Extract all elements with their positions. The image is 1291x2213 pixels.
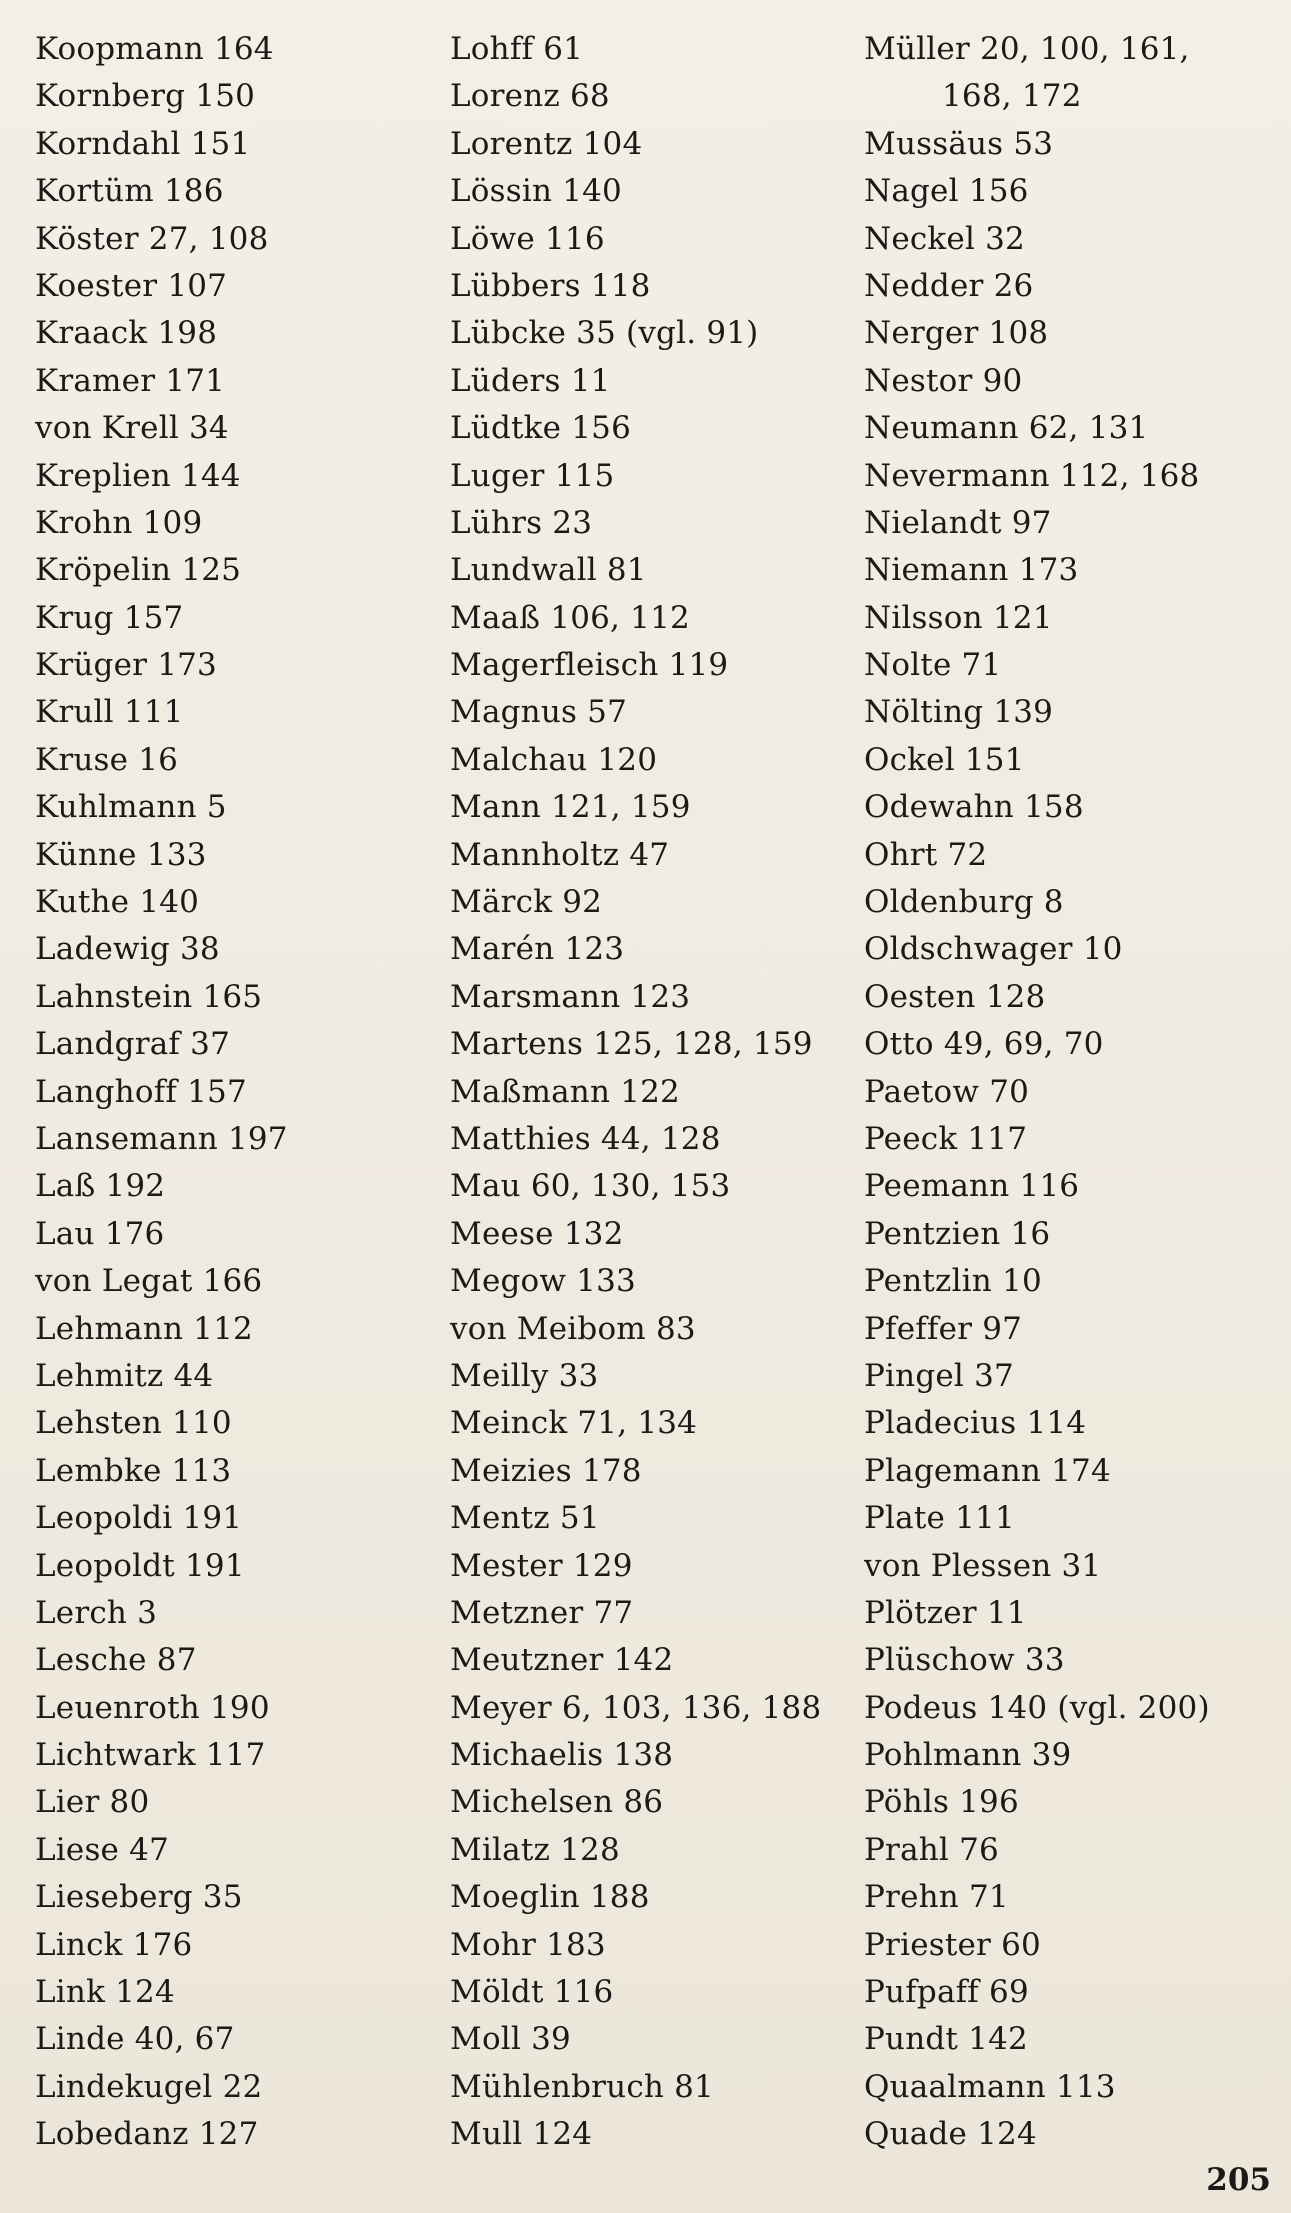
- index-entry: Krüger 173: [35, 647, 217, 684]
- index-entry: Märck 92: [450, 884, 603, 921]
- index-entry: Meizies 178: [450, 1452, 642, 1489]
- index-entry: Kreplien 144: [35, 457, 241, 494]
- index-entry: Landgraf 37: [35, 1026, 230, 1063]
- index-entry: Moll 39: [450, 2021, 571, 2058]
- index-entry: von Krell 34: [35, 410, 229, 447]
- index-entry: Leopoldi 191: [35, 1500, 243, 1537]
- index-entry: Mussäus 53: [864, 125, 1054, 162]
- index-entry: Meese 132: [450, 1215, 624, 1252]
- index-entry: von Meibom 83: [450, 1310, 696, 1347]
- index-entry: Mau 60, 130, 153: [450, 1168, 731, 1205]
- index-entry: Magnus 57: [450, 694, 628, 731]
- index-entry: Köster 27, 108: [35, 220, 269, 257]
- index-entry: Nielandt 97: [864, 504, 1052, 541]
- index-entry: Lansemann 197: [35, 1120, 288, 1157]
- index-entry: Pentzlin 10: [864, 1263, 1042, 1300]
- index-entry: Lührs 23: [450, 504, 593, 541]
- index-entry: Mull 124: [450, 2116, 593, 2153]
- index-entry: Linde 40, 67: [35, 2021, 235, 2058]
- index-entry: Mester 129: [450, 1547, 633, 1584]
- index-entry: Prehn 71: [864, 1879, 1009, 1916]
- index-entry: Nolte 71: [864, 647, 1002, 684]
- index-entry: Ohrt 72: [864, 836, 988, 873]
- index-entry: Meyer 6, 103, 136, 188: [450, 1689, 822, 1726]
- index-entry: Pundt 142: [864, 2021, 1028, 2058]
- index-column-1: [35, 26, 435, 2159]
- index-entry: Pentzien 16: [864, 1215, 1051, 1252]
- index-entry: Kuthe 140: [35, 884, 200, 921]
- page-number: 205: [1206, 2162, 1271, 2198]
- index-entry: Magerfleisch 119: [450, 647, 729, 684]
- index-entry: Mentz 51: [450, 1500, 600, 1537]
- index-entry: Koester 107: [35, 267, 228, 304]
- index-entry: Mann 121, 159: [450, 789, 691, 826]
- index-entry: Luger 115: [450, 457, 615, 494]
- index-entry: Link 124: [35, 1974, 175, 2011]
- index-entry: Quaalmann 113: [864, 2068, 1116, 2105]
- index-entry: Kortüm 186: [35, 173, 224, 210]
- index-entry: Meinck 71, 134: [450, 1405, 698, 1442]
- index-entry: Krull 111: [35, 694, 184, 731]
- index-entry: Langhoff 157: [35, 1073, 247, 1110]
- index-entry: Michaelis 138: [450, 1737, 674, 1774]
- index-entry: Meutzner 142: [450, 1642, 674, 1679]
- index-entry: Nilsson 121: [864, 599, 1053, 636]
- index-entry: Oldenburg 8: [864, 884, 1064, 921]
- index-entry: Lehmann 112: [35, 1310, 253, 1347]
- index-entry: Pfeffer 97: [864, 1310, 1023, 1347]
- index-entry: Nevermann 112, 168: [864, 457, 1200, 494]
- index-entry: Lier 80: [35, 1784, 150, 1821]
- index-entry: Lüdtke 156: [450, 410, 632, 447]
- index-entry: Prahl 76: [864, 1831, 999, 1868]
- index-entry: Neumann 62, 131: [864, 410, 1149, 447]
- index-entry: Plate 111: [864, 1500, 1015, 1537]
- index-entry: Mühlenbruch 81: [450, 2068, 714, 2105]
- index-entry: Michelsen 86: [450, 1784, 664, 1821]
- index-column-2: [450, 26, 870, 2159]
- index-entry: Peeck 117: [864, 1120, 1028, 1157]
- index-entry: Lehsten 110: [35, 1405, 232, 1442]
- index-entry: Kraack 198: [35, 315, 218, 352]
- index-entry: Lesche 87: [35, 1642, 197, 1679]
- index-entry: Milatz 128: [450, 1831, 620, 1868]
- index-entry: Kruse 16: [35, 741, 179, 778]
- index-entry: Möldt 116: [450, 1974, 614, 2011]
- index-entry: Krug 157: [35, 599, 184, 636]
- index-entry: Odewahn 158: [864, 789, 1084, 826]
- index-entry: Koopmann 164: [35, 31, 274, 67]
- index-entry: Kuhlmann 5: [35, 789, 227, 826]
- index-entry: Pingel 37: [864, 1357, 1014, 1394]
- index-entry: Linck 176: [35, 1926, 193, 1963]
- index-column-3: [864, 26, 1284, 2159]
- index-entry: Maßmann 122: [450, 1073, 680, 1110]
- index-entry: Leopoldt 191: [35, 1547, 245, 1584]
- index-entry: Lindekugel 22: [35, 2068, 263, 2105]
- index-entry: Malchau 120: [450, 741, 658, 778]
- index-entry: Niemann 173: [864, 552, 1079, 589]
- index-entry: Lössin 140: [450, 173, 622, 210]
- index-entry: Otto 49, 69, 70: [864, 1026, 1104, 1063]
- index-entry: von Plessen 31: [864, 1547, 1102, 1584]
- index-entry: Korndahl 151: [35, 125, 251, 162]
- index-entry: Lorentz 104: [450, 125, 643, 162]
- index-entry: Plagemann 174: [864, 1452, 1111, 1489]
- index-entry: Kornberg 150: [35, 78, 256, 115]
- index-entry: Metzner 77: [450, 1594, 634, 1631]
- index-entry: Paetow 70: [864, 1073, 1030, 1110]
- index-entry: Nestor 90: [864, 362, 1023, 399]
- index-entry: Meilly 33: [450, 1357, 599, 1394]
- index-entry: Moeglin 188: [450, 1879, 650, 1916]
- index-entry: Lembke 113: [35, 1452, 232, 1489]
- index-entry: Künne 133: [35, 836, 207, 873]
- index-entry: Mannholtz 47: [450, 836, 670, 873]
- index-entry: Marsmann 123: [450, 978, 691, 1015]
- index-entry: Martens 125, 128, 159: [450, 1026, 813, 1063]
- index-entry: Nagel 156: [864, 173, 1029, 210]
- index-entry: Kramer 171: [35, 362, 226, 399]
- index-entry: Lahnstein 165: [35, 978, 263, 1015]
- index-entry: Peemann 116: [864, 1168, 1080, 1205]
- index-entry: Lieseberg 35: [35, 1879, 243, 1916]
- index-entry: Lehmitz 44: [35, 1357, 214, 1394]
- index-entry: Kröpelin 125: [35, 552, 242, 589]
- index-entry: Löwe 116: [450, 220, 605, 257]
- index-entry: Nölting 139: [864, 694, 1054, 731]
- index-entry: Lüders 11: [450, 362, 611, 399]
- index-entry: Lorenz 68: [450, 78, 610, 115]
- index-entry: Liese 47: [35, 1831, 170, 1868]
- index-entry: Matthies 44, 128: [450, 1120, 721, 1157]
- index-entry: Maaß 106, 112: [450, 599, 690, 636]
- index-entry: Leuenroth 190: [35, 1689, 270, 1726]
- index-entry: Pohlmann 39: [864, 1737, 1072, 1774]
- index-entry: Neckel 32: [864, 220, 1025, 257]
- index-entry: Plötzer 11: [864, 1594, 1027, 1631]
- index-entry: Krohn 109: [35, 504, 203, 541]
- index-entry: Lobedanz 127: [35, 2116, 259, 2153]
- index-entry: Oesten 128: [864, 978, 1046, 1015]
- index-entry: Marén 123: [450, 931, 625, 968]
- index-entry: Lerch 3: [35, 1594, 158, 1631]
- index-entry: Pufpaff 69: [864, 1974, 1029, 2011]
- index-entry: Mohr 183: [450, 1926, 606, 1963]
- index-entry: Priester 60: [864, 1926, 1041, 1963]
- index-entry: Nedder 26: [864, 267, 1034, 304]
- index-entry: Podeus 140 (vgl. 200): [864, 1689, 1210, 1726]
- index-entry: von Legat 166: [35, 1263, 263, 1300]
- index-entry: Lichtwark 117: [35, 1737, 266, 1774]
- index-entry: Oldschwager 10: [864, 931, 1123, 968]
- index-entry: Megow 133: [450, 1263, 636, 1300]
- index-entry: Pladecius 114: [864, 1405, 1087, 1442]
- index-entry: Lau 176: [35, 1215, 165, 1252]
- index-entry: Lübbers 118: [450, 267, 651, 304]
- index-entry: Ockel 151: [864, 741, 1025, 778]
- index-entry: Plüschow 33: [864, 1642, 1065, 1679]
- index-entry: Quade 124: [864, 2116, 1037, 2153]
- index-entry: Müller 20, 100, 161,: [864, 31, 1190, 67]
- index-entry: Ladewig 38: [35, 931, 220, 968]
- index-entry: Lübcke 35 (vgl. 91): [450, 315, 759, 352]
- index-entry: Lohff 61: [450, 31, 584, 67]
- index-entry: Lundwall 81: [450, 552, 647, 589]
- index-entry: 168, 172: [942, 78, 1082, 115]
- index-entry: Nerger 108: [864, 315, 1049, 352]
- index-entry: Laß 192: [35, 1168, 166, 1205]
- index-entry: Pöhls 196: [864, 1784, 1019, 1821]
